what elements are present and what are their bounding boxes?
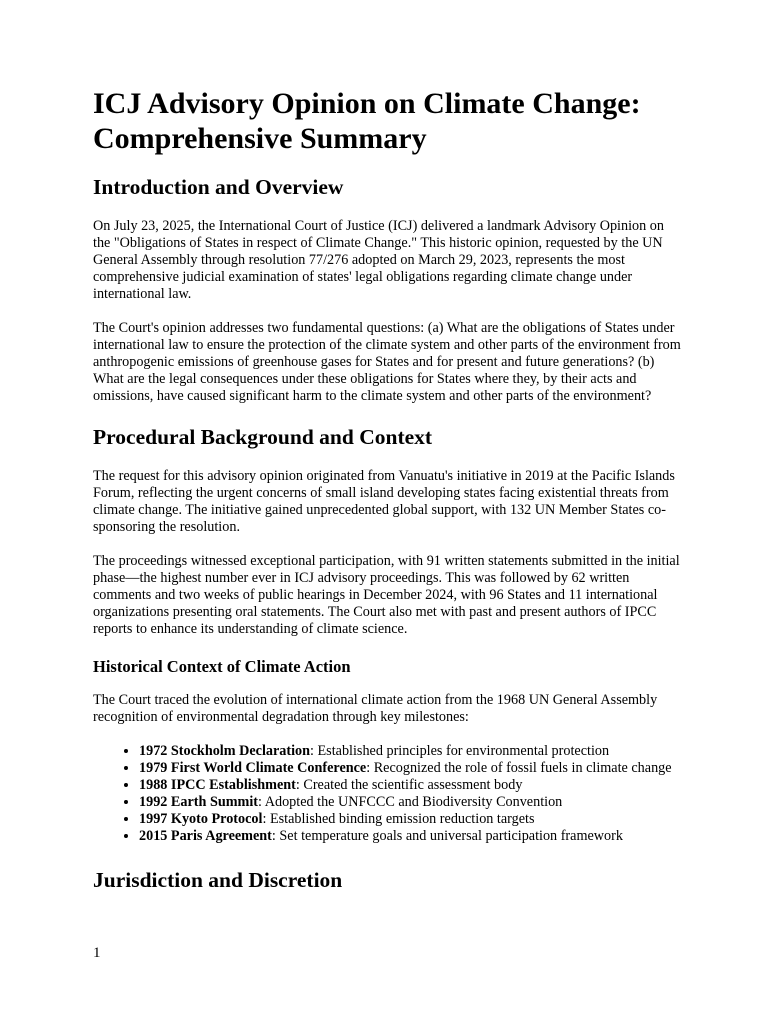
procedural-paragraph-1: The request for this advisory opinion originated from Vanuatu's initiative in 2019 at the Pacific Islands Forum, reflecting the urgent concerns of small island developing states facing existential threats from climate change. The initiative gained unprecedented global support, with 132 UN Member States co-sponsoring the resolution. [93,468,675,535]
milestone-desc: : Created the scientific assessment body [295,777,523,793]
list-item [139,760,683,777]
document-page [93,86,683,911]
historical-intro: The Court traced the evolution of international climate action from the 1968 UN General Assembly recognition of environmental degradation through key milestones: [93,692,658,725]
heading-introduction: Introduction and Overview [93,175,344,199]
heading-jurisdiction: Jurisdiction and Discretion [93,868,343,892]
heading-procedural: Procedural Background and Context [93,425,433,449]
title-line-1: ICJ Advisory Opinion on Climate Change: [93,87,641,120]
title-line-2: Comprehensive Summary [93,122,427,155]
milestone-term: 1992 Earth Summit [139,794,259,810]
milestone-desc: : Set temperature goals and universal participation framework [271,828,623,844]
milestone-desc: : Established binding emission reduction targets [262,811,535,827]
intro-paragraph-1: On July 23, 2025, the International Court of Justice (ICJ) delivered a landmark Advisory Opinion on the "Obligations of States in respect of Climate Change." This historic opinion, requested by the UN General Assembly through resolution 77/276 adopted on March 29, 2023, represents the most comprehensive judicial examination of states' legal obligations regarding climate change under international law. [93,218,664,302]
list-item [139,828,683,845]
milestone-list [93,743,683,845]
milestone-term: 1988 IPCC Establishment [139,777,296,793]
page-number: 1 [93,945,101,961]
list-item [139,811,683,828]
milestone-term: 1979 First World Climate Conference [139,760,367,776]
document-title [93,86,683,156]
list-item [139,777,683,794]
milestone-term: 2015 Paris Agreement [139,828,272,844]
milestone-term: 1972 Stockholm Declaration [139,743,311,759]
milestone-term: 1997 Kyoto Protocol [139,811,263,827]
list-item [139,794,683,811]
procedural-paragraph-2: The proceedings witnessed exceptional participation, with 91 written statements submitted in the initial phase—the highest number ever in ICJ advisory proceedings. This was followed by 62 written comments and two weeks of public hearings in December 2024, with 96 States and 11 international organizations presenting oral statements. The Court also met with past and present authors of IPCC reports to enhance its understanding of climate science. [93,553,680,637]
heading-historical: Historical Context of Climate Action [93,657,351,676]
list-item [139,743,683,760]
intro-paragraph-2: The Court's opinion addresses two fundamental questions: (a) What are the obligations of States under international law to ensure the protection of the climate system and other parts of the environment from anthropogenic emissions of greenhouse gases for States and for present and future generations? (b) What are the legal consequences under these obligations for States where they, by their acts and omissions, have caused significant harm to the climate system and other parts of the environment? [93,320,681,404]
milestone-desc: : Adopted the UNFCCC and Biodiversity Convention [258,794,563,810]
milestone-desc: : Established principles for environmental protection [310,743,610,759]
milestone-desc: : Recognized the role of fossil fuels in climate change [366,760,672,776]
